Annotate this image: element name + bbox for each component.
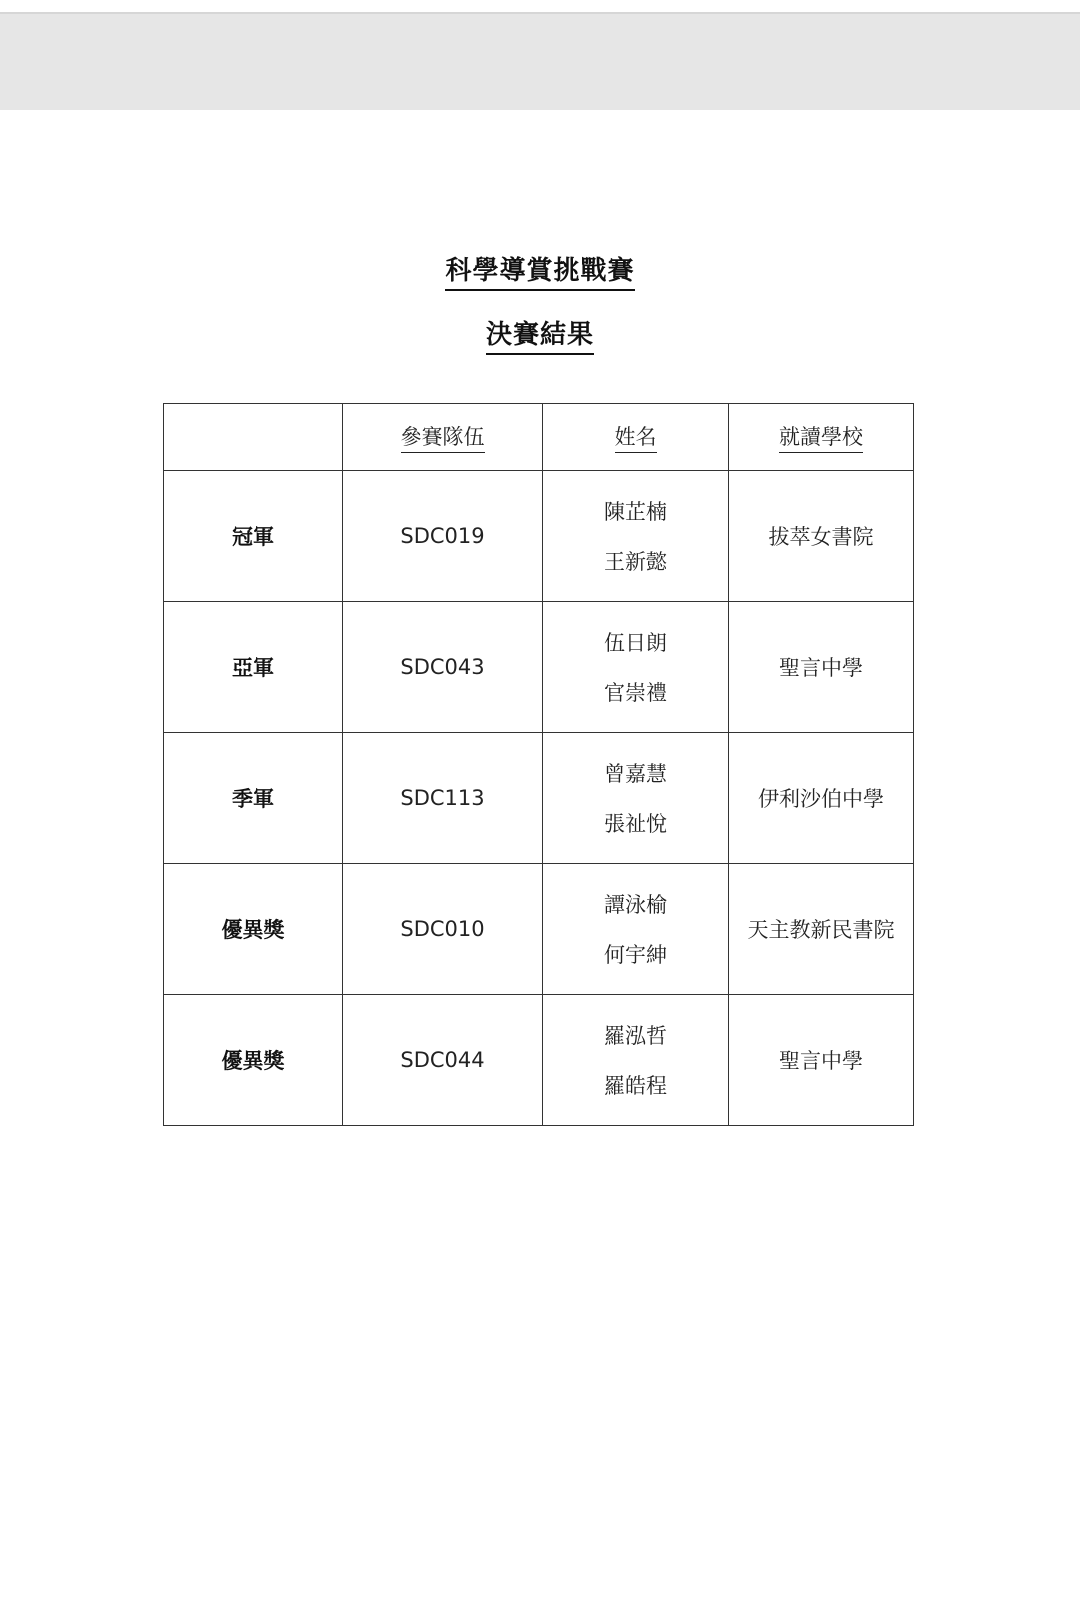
award-cell: 冠軍 bbox=[164, 471, 343, 602]
document-subtitle-text: 決賽結果 bbox=[486, 314, 594, 355]
member-name: 曾嘉慧 bbox=[604, 762, 667, 786]
member-name: 羅泓哲 bbox=[604, 1024, 667, 1048]
names-cell bbox=[543, 995, 729, 1126]
school-cell: 拔萃女書院 bbox=[729, 471, 914, 602]
names-cell bbox=[543, 602, 729, 733]
names-cell bbox=[543, 733, 729, 864]
header-cell-team bbox=[343, 404, 543, 471]
team-cell: SDC044 bbox=[343, 995, 543, 1126]
team-cell: SDC010 bbox=[343, 864, 543, 995]
header-cell-name bbox=[543, 404, 729, 471]
team-cell: SDC043 bbox=[343, 602, 543, 733]
member-name: 譚泳榆 bbox=[604, 893, 667, 917]
member-name: 張祉悅 bbox=[604, 812, 667, 836]
school-cell: 聖言中學 bbox=[729, 995, 914, 1126]
results-table bbox=[163, 403, 914, 1126]
table-header-row bbox=[164, 404, 914, 471]
member-name: 伍日朗 bbox=[604, 631, 667, 655]
team-cell: SDC113 bbox=[343, 733, 543, 864]
member-name: 何宇紳 bbox=[604, 943, 667, 967]
header-name-label: 姓名 bbox=[615, 421, 657, 453]
award-cell: 優異獎 bbox=[164, 864, 343, 995]
member-name: 官崇禮 bbox=[604, 681, 667, 705]
header-cell-school bbox=[729, 404, 914, 471]
award-cell: 優異獎 bbox=[164, 995, 343, 1126]
table-row bbox=[164, 995, 914, 1126]
award-cell: 季軍 bbox=[164, 733, 343, 864]
team-cell: SDC019 bbox=[343, 471, 543, 602]
table-row bbox=[164, 864, 914, 995]
document-title bbox=[0, 250, 1080, 291]
award-cell: 亞軍 bbox=[164, 602, 343, 733]
document-title-text: 科學導賞挑戰賽 bbox=[445, 250, 634, 291]
member-name: 陳芷楠 bbox=[604, 500, 667, 524]
header-team-label: 參賽隊伍 bbox=[401, 421, 485, 453]
table-row bbox=[164, 471, 914, 602]
table-row bbox=[164, 733, 914, 864]
header-school-label: 就讀學校 bbox=[779, 421, 863, 453]
school-cell: 聖言中學 bbox=[729, 602, 914, 733]
school-cell: 天主教新民書院 bbox=[729, 864, 914, 995]
top-gray-bar bbox=[0, 12, 1080, 110]
table-row bbox=[164, 602, 914, 733]
member-name: 羅皓程 bbox=[604, 1074, 667, 1098]
document-subtitle bbox=[0, 314, 1080, 355]
names-cell bbox=[543, 471, 729, 602]
names-cell bbox=[543, 864, 729, 995]
school-cell: 伊利沙伯中學 bbox=[729, 733, 914, 864]
member-name: 王新懿 bbox=[604, 550, 667, 574]
header-cell-award bbox=[164, 404, 343, 471]
